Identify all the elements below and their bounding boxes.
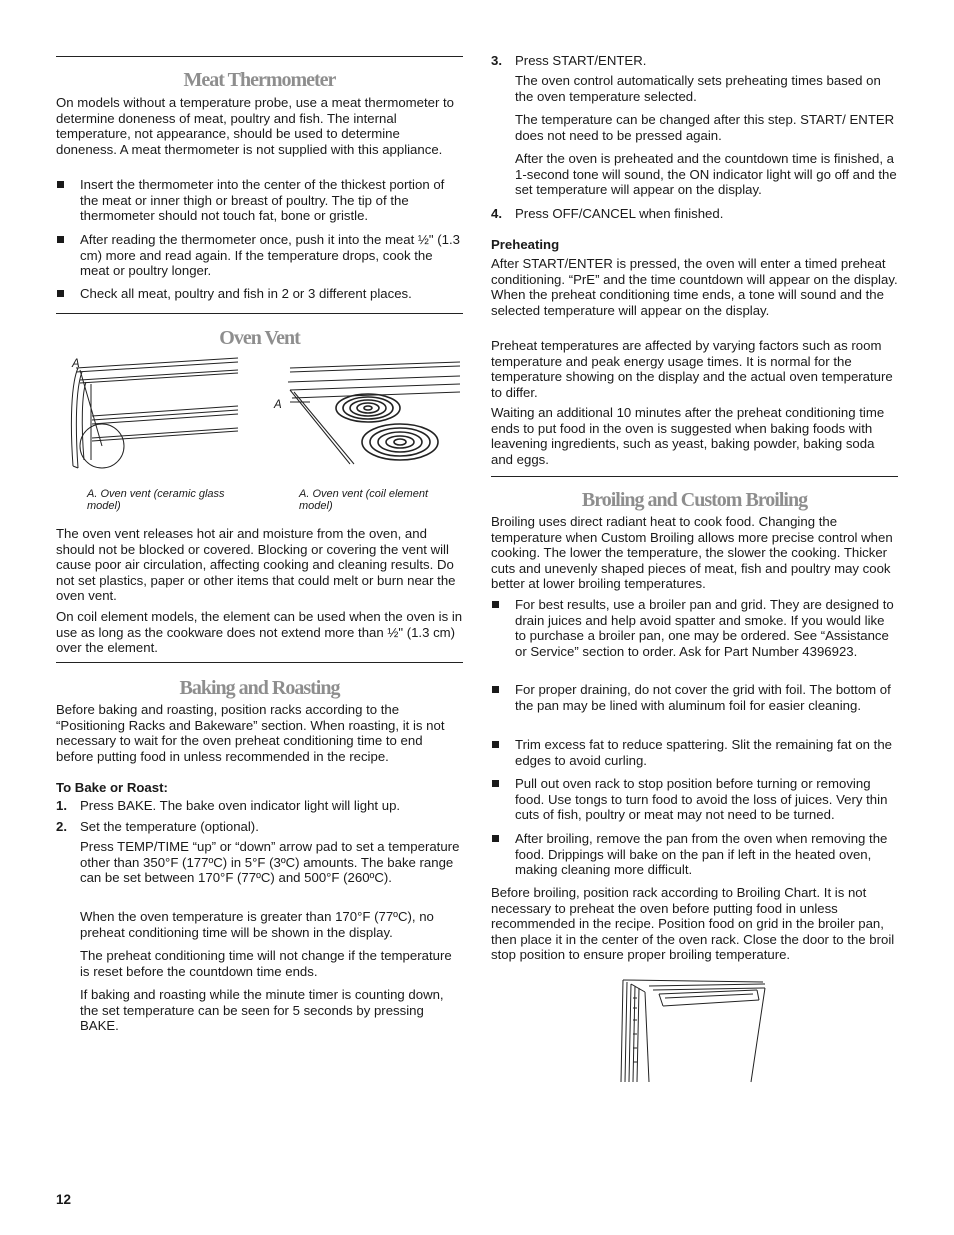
bullet-square-icon	[492, 601, 499, 608]
to-bake-subhead: To Bake or Roast:	[56, 780, 168, 795]
step2-detail: The preheat conditioning time will not change if the temperature is reset before the countdown time ends.	[80, 948, 452, 979]
bullet-square-icon	[57, 236, 64, 243]
ceramic-vent-illustration	[66, 354, 251, 474]
bullet-square-icon	[57, 290, 64, 297]
meat-thermometer-intro: On models without a temperature probe, use a meat thermometer to determine doneness of meat, poultry and fish. The internal temperature, not appearance, should be used to determine doneness. A meat thermometer is not supplied with this appliance.	[56, 95, 455, 157]
oven-vent-para1: The oven vent releases hot air and moisture from the oven, and should not be blocked or covered. Blocking or covering the vent will cause poor air circulation, affecting cooking and cleaning results. Do not set plastics, paper or other items that could melt or burn near the oven vent.	[56, 526, 456, 604]
oven-door-illustration	[619, 978, 769, 1084]
section-rule	[491, 476, 898, 477]
bullet-square-icon	[492, 835, 499, 842]
oven-vent-para2: On coil element models, the element can be used when the oven is in use as long as the cookware does not extend more than ½" (1.3 cm) over the element.	[56, 609, 463, 656]
section-rule	[56, 313, 463, 314]
step2-detail: When the oven temperature is greater than 170°F (77ºC), no preheat conditioning time will be shown in the display.	[80, 909, 434, 940]
baking-title: Baking and Roasting	[179, 677, 340, 699]
bullet-square-icon	[492, 741, 499, 748]
label-a: A	[72, 358, 80, 370]
oven-vent-title: Oven Vent	[219, 327, 300, 349]
preheating-para: After START/ENTER is pressed, the oven will enter a timed preheat conditioning. “PrE” and the time countdown will appear on the display. When the preheat conditioning time ends, a tone will sound and the selected temperature will appear on the display.	[491, 256, 898, 318]
preheating-para: Preheat temperatures are affected by varying factors such as room temperature and peak energy usage times. It is normal for the temperature showing on the display and the actual oven temperature to differ.	[491, 338, 893, 400]
page-number: 12	[56, 1192, 72, 1207]
meat-thermometer-title: Meat Thermometer	[183, 69, 336, 91]
bullet-square-icon	[57, 181, 64, 188]
step2-detail: Press TEMP/TIME “up” or “down” arrow pad to set a temperature other than 350°F (177ºC) in 5°F (3ºC) amounts. The bake range can be set between 170°F (77ºC) and 500°F (260ºC).	[80, 839, 460, 886]
preheating-subhead: Preheating	[491, 237, 560, 252]
step3-detail: After the oven is preheated and the countdown time is finished, a 1-second tone will sound, the ON indicator light will go off and the set temperature will appear on the display.	[515, 151, 897, 198]
bullet-square-icon	[492, 780, 499, 787]
caption-coil: A. Oven vent (coil element model)	[299, 488, 429, 512]
step3-detail: The oven control automatically sets preheating times based on the oven temperature selected.	[515, 73, 881, 104]
caption-ceramic: A. Oven vent (ceramic glass model)	[87, 488, 225, 512]
label-a: A	[274, 399, 282, 411]
broiling-closing: Before broiling, position rack according to Broiling Chart. It is not necessary to preheat the oven before putting food in unless recommended in the recipe. Position food on grid in the broiler pan, then place it in the center of the oven rack. Close the door to the broil stop position to ensure proper broiling temperature.	[491, 885, 895, 963]
preheating-para: Waiting an additional 10 minutes after the preheat conditioning time ends to put food in the oven is suggested when baking foods with leavening ingredients, such as yeast, baking powder, baking soda and eggs.	[491, 405, 885, 467]
step2-detail: If baking and roasting while the minute timer is counting down, the set temperature can be seen for 5 seconds by pressing BAKE.	[80, 987, 444, 1034]
coil-vent-illustration	[280, 354, 465, 474]
section-rule	[56, 662, 463, 663]
step3-detail: The temperature can be changed after this step. START/ ENTER does not need to be pressed again.	[515, 112, 895, 143]
bullet-square-icon	[492, 686, 499, 693]
broiling-title: Broiling and Custom Broiling	[581, 489, 808, 511]
section-rule	[56, 56, 463, 57]
baking-intro: Before baking and roasting, position racks according to the “Positioning Racks and Bakeware” section. When roasting, it is not necessary to wait for the oven preheat conditioning time to end before putting food in unless recommended in the recipe.	[56, 702, 445, 764]
broiling-intro: Broiling uses direct radiant heat to cook food. Changing the temperature when Custom Broiling allows more precise control when cooking. The lower the temperature, the slower the cooking. Thicker cuts and unevenly shaped pieces of meat, fish and poultry may cook better at lower broiling temperatures.	[491, 514, 893, 592]
